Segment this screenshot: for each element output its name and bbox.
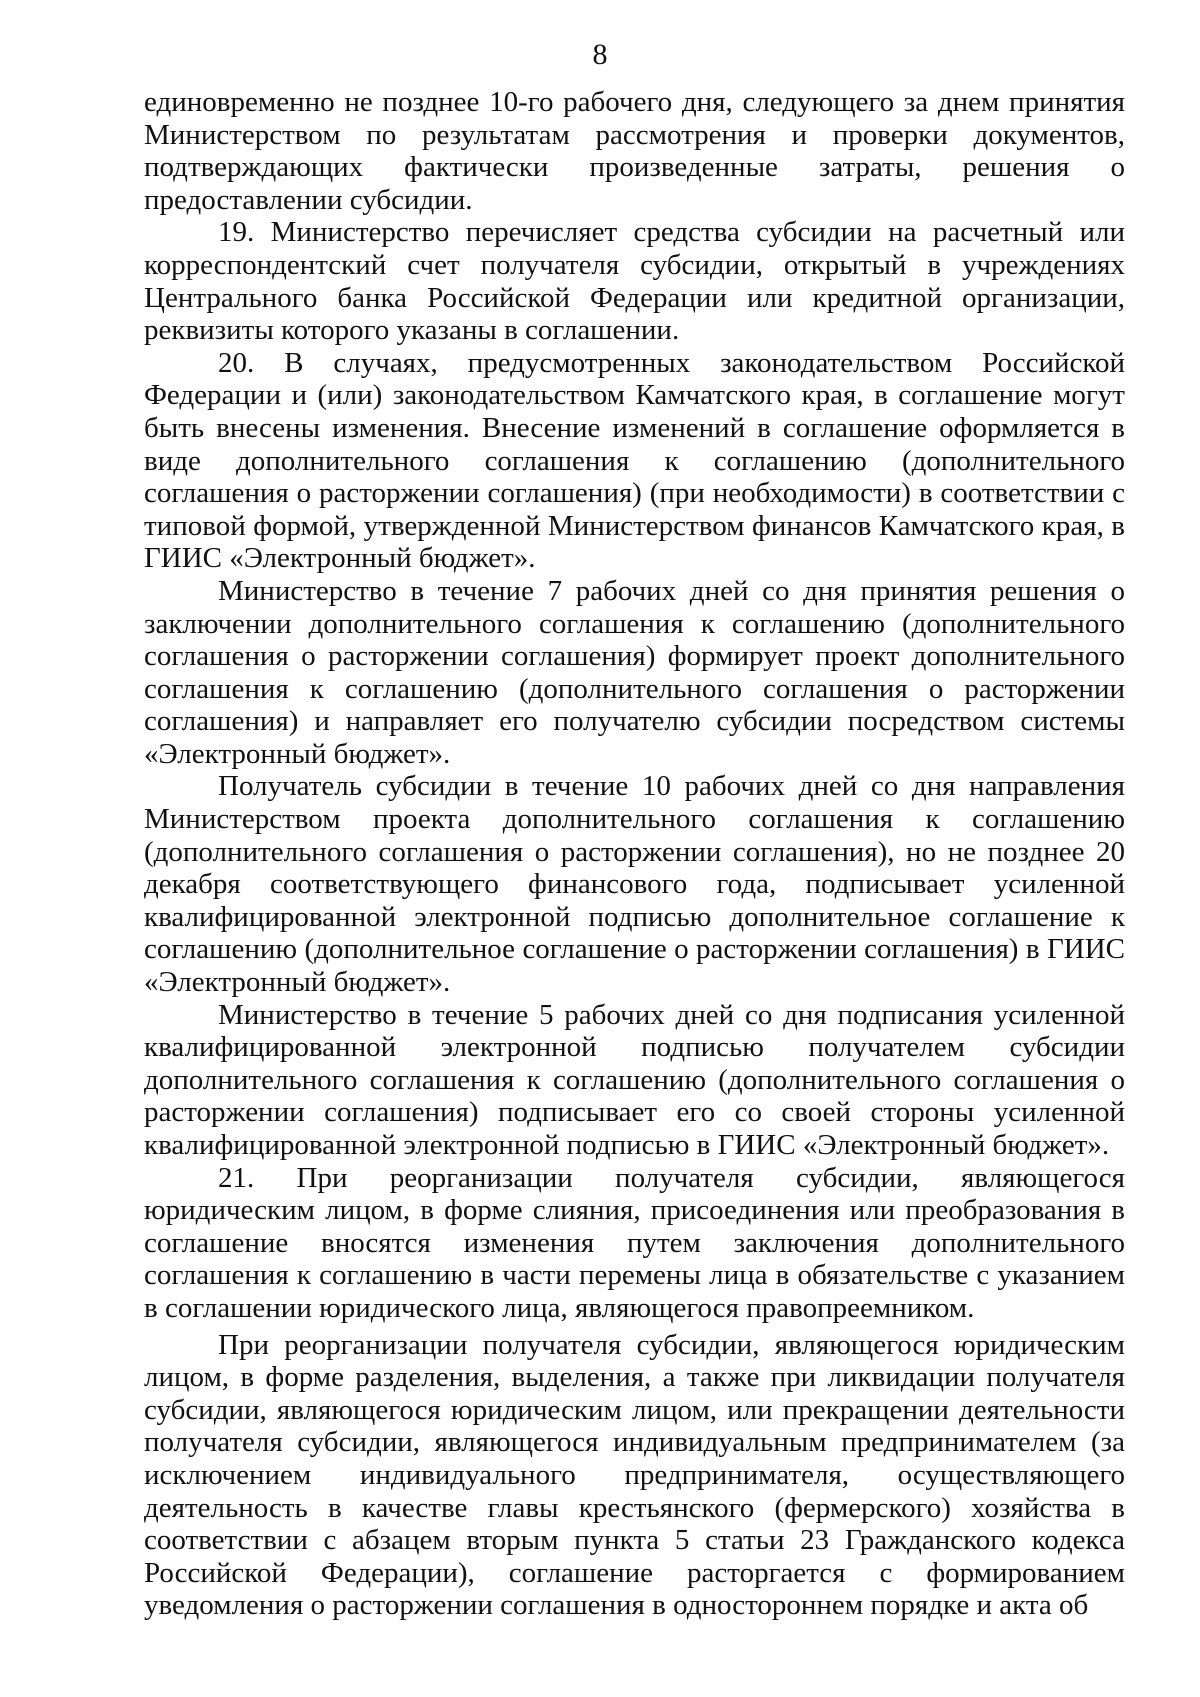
paragraph-continuation: единовременно не позднее 10-го рабочего дня, следующего за днем принятия Министерством по результатам рассмотрения и проверки документов, подтверждающих фактически произведенные затраты, решения о предоставлении субсидии. xyxy=(144,86,1125,216)
paragraph-clause-20-ministry-7-days: Министерство в течение 7 рабочих дней со дня принятия решения о заключении дополнительного соглашения к соглашению (дополнительного соглашения о расторжении соглашения) формирует проект дополнительного соглашения к соглашению (дополнительного соглашения о расторжении соглашения) и направляет его получателю субсидии посредством системы «Электронный бюджет». xyxy=(144,574,1125,770)
paragraph-clause-21: 21. При реорганизации получателя субсидии, являющегося юридическим лицом, в форме слияния, присоединения или преобразования в соглашение вносятся изменения путем заключения дополнительного соглашения к соглашению в части перемены лица в обязательстве с указанием в соглашении юридического лица, являющегося правопреемником. xyxy=(144,1161,1125,1324)
paragraph-clause-20-ministry-5-days: Министерство в течение 5 рабочих дней со дня подписания усиленной квалифицированной электронной подписью получателем субсидии дополнительного соглашения к соглашению (дополнительного соглашения о расторжении соглашения) подписывает его со своей стороны усиленной квалифицированной электронной подписью в ГИИС «Электронный бюджет». xyxy=(144,998,1125,1161)
document-body xyxy=(144,86,1125,1622)
paragraph-clause-20: 20. В случаях, предусмотренных законодательством Российской Федерации и (или) законодательством Камчатского края, в соглашение могут быть внесены изменения. Внесение изменений в соглашение оформляется в виде дополнительного соглашения к соглашению (дополнительного соглашения о расторжении соглашения) (при необходимости) в соответствии с типовой формой, утвержденной Министерством финансов Камчатского края, в ГИИС «Электронный бюджет». xyxy=(144,346,1125,575)
paragraph-clause-19: 19. Министерство перечисляет средства субсидии на расчетный или корреспондентский счет получателя субсидии, открытый в учреждениях Центрального банка Российской Федерации или кредитной организации, реквизиты которого указаны в соглашении. xyxy=(144,216,1125,347)
paragraph-clause-20-recipient-10-days: Получатель субсидии в течение 10 рабочих дней со дня направления Министерством проекта дополнительного соглашения к соглашению (дополнительного соглашения о расторжении соглашения), но не позднее 20 декабря соответствующего финансового года, подписывает усиленной квалифицированной электронной подписью дополнительное соглашение к соглашению (дополнительное соглашение о расторжении соглашения) в ГИИС «Электронный бюджет». xyxy=(144,770,1125,999)
page-number: 8 xyxy=(592,38,608,71)
paragraph-clause-21-termination: При реорганизации получателя субсидии, являющегося юридическим лицом, в форме разделения, выделения, а также при ликвидации получателя субсидии, являющегося юридическим лицом, или прекращении деятельности получателя субсидии, являющегося индивидуальным предпринимателем (за исключением индивидуального предпринимателя, осуществляющего деятельность в качестве главы крестьянского (фермерского) хозяйства в соответствии с абзацем вторым пункта 5 статьи 23 Гражданского кодекса Российской Федерации), соглашение расторгается с формированием уведомления о расторжении соглашения в одностороннем порядке и акта об xyxy=(144,1328,1125,1622)
